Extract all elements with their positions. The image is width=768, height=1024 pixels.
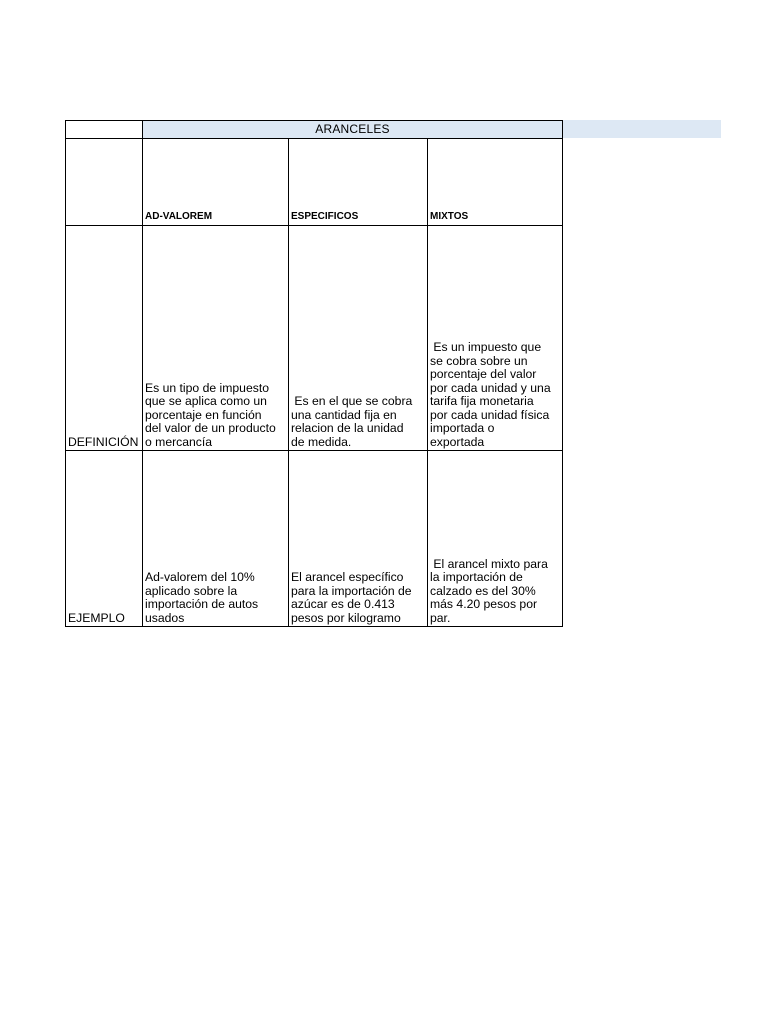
table-title-cell[interactable] [142, 120, 563, 138]
grid-line-row2-bottom [65, 626, 563, 627]
cell-definicion-ad-valorem[interactable]: Es un tipo de impuesto que se aplica como un porcentaje en función del valor de un producto o mercancía [145, 380, 276, 449]
corner-cell-title[interactable] [66, 121, 142, 138]
cell-definicion-mixtos[interactable]: Es un impuesto que se cobra sobre un porcentaje del valor por cada unidad y una tarifa fija monetaria por cada unidad física importada o exportada [430, 340, 551, 449]
table-title: ARANCELES [315, 122, 390, 136]
grid-line-right [562, 120, 563, 627]
cell-definicion-especificos[interactable]: Es en el que se cobra una cantidad fija en relacion de la unidad de medida. [291, 394, 413, 449]
cell-ejemplo-ad-valorem[interactable]: Ad-valorem del 10% aplicado sobre la importación de autos usados [145, 570, 259, 625]
header-mixtos[interactable]: MIXTOS [430, 211, 469, 222]
header-ad-valorem[interactable]: AD-VALOREM [145, 211, 213, 222]
cell-ejemplo-especificos[interactable]: El arancel específico para la importación de azúcar es de 0.413 pesos por kilogramo [291, 570, 412, 625]
header-especificos[interactable]: ESPECIFICOS [291, 211, 359, 222]
row-label-ejemplo[interactable]: EJEMPLO [68, 610, 125, 625]
cell-ejemplo-mixtos[interactable]: El arancel mixto para la importación de calzado es del 30% más 4.20 pesos por par. [430, 556, 548, 625]
corner-cell-header[interactable] [66, 139, 142, 225]
row-label-definicion[interactable]: DEFINICIÓN [68, 434, 139, 449]
